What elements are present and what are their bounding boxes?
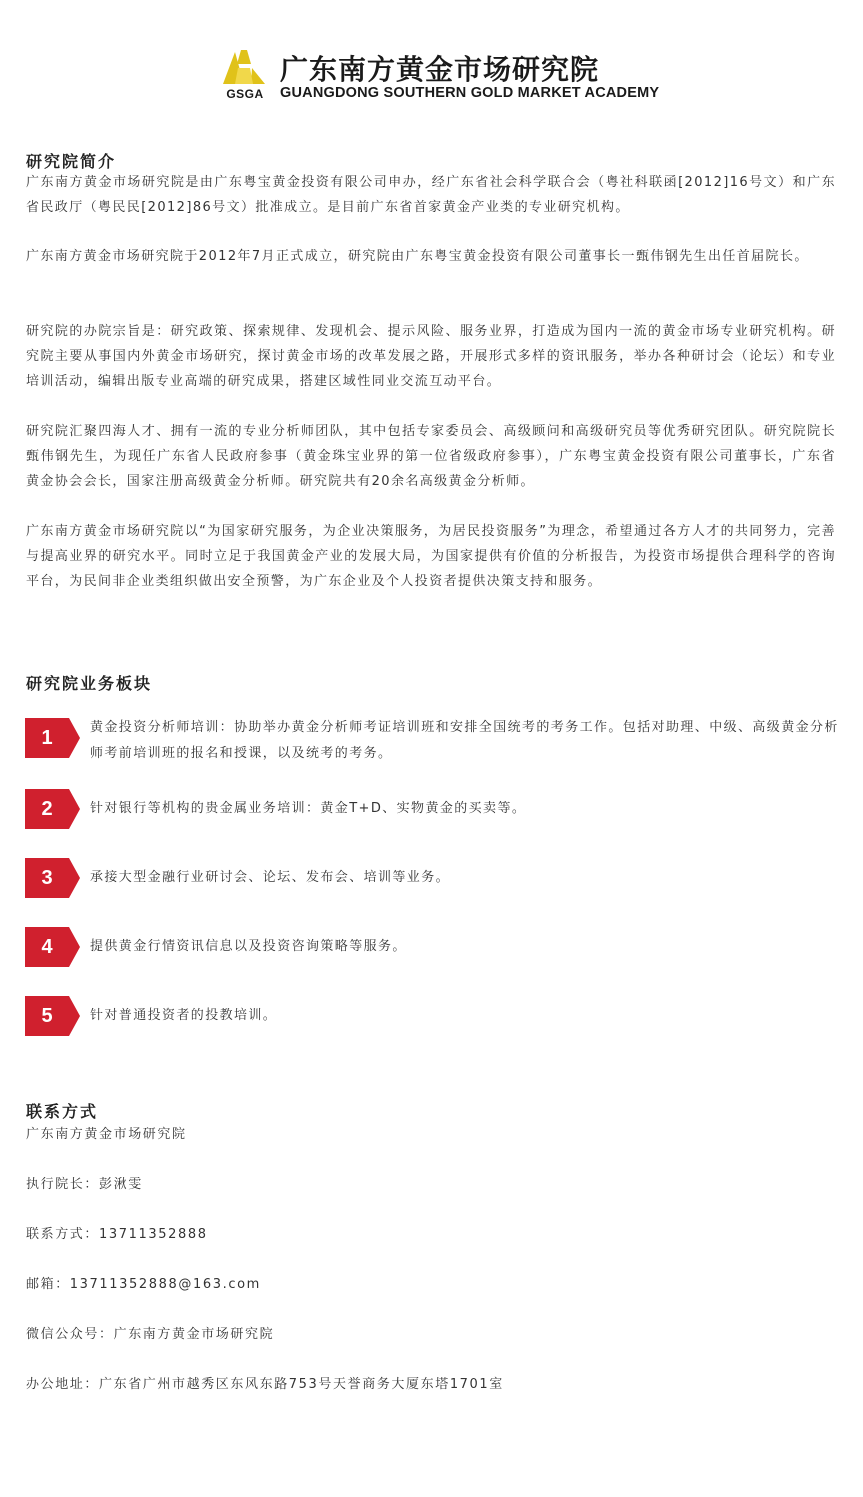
academy-name-en: GUANGDONG SOUTHERN GOLD MARKET ACADEMY (280, 85, 660, 101)
intro-paragraph: 研究院的办院宗旨是：研究政策、探索规律、发现机会、提示风险、服务业界，打造成为国内一流的黄金市场专业研究机构。研究院主要从事国内外黄金市场研究，探讨黄金市场的改革发展之路，开展形式多样的资讯服务，举办各种研讨会（论坛）和专业培训活动，编辑出版专业高端的研究成果，搭建区域性同业交流互动平台。 (26, 324, 836, 389)
business-item-text: 提供黄金行情资讯信息以及投资咨询策略等服务。 (90, 939, 407, 954)
contact-org: 广东南方黄金市场研究院 (26, 1127, 187, 1142)
badge-number: 3 (41, 867, 53, 889)
business-item-text: 针对普通投资者的投教培训。 (90, 1008, 278, 1023)
business-item (25, 927, 840, 969)
business-item (25, 858, 840, 900)
business-title: 研究院业务板块 (26, 674, 153, 693)
badge-number: 1 (41, 727, 53, 749)
badge-number: 5 (41, 1005, 53, 1027)
badge-number: 2 (41, 798, 53, 820)
contact-email: 邮箱：13711352888@163.com (26, 1277, 261, 1292)
number-badge (25, 996, 81, 1036)
intro-paragraph: 广东南方黄金市场研究院于2012年7月正式成立，研究院由广东粤宝黄金投资有限公司董事长一甄伟钢先生出任首届院长。 (26, 249, 809, 264)
business-item (25, 789, 840, 831)
academy-logo-icon (221, 50, 267, 86)
number-badge (25, 858, 81, 898)
intro-paragraph: 广东南方黄金市场研究院是由广东粤宝黄金投资有限公司申办，经广东省社会科学联合会（粤社科联函[2012]16号文）和广东省民政厅（粤民民[2012]86号文）批准成立。是目前广东省首家黄金产业类的专业研究机构。 (26, 175, 836, 215)
business-item-text: 承接大型金融行业研讨会、论坛、发布会、培训等业务。 (90, 870, 451, 885)
academy-name-cn: 广东南方黄金市场研究院 (280, 53, 600, 86)
page-header (0, 44, 863, 114)
intro-paragraph: 研究院汇聚四海人才、拥有一流的专业分析师团队，其中包括专家委员会、高级顾问和高级研究员等优秀研究团队。研究院院长甄伟钢先生，为现任广东省人民政府参事（黄金珠宝业界的第一位省级政府参事），广东粤宝黄金投资有限公司董事长，广东省黄金协会会长，国家注册高级黄金分析师。研究院共有20余名高级黄金分析师。 (26, 424, 836, 489)
contact-address: 办公地址：广东省广州市越秀区东风东路753号天誉商务大厦东塔1701室 (26, 1377, 504, 1392)
business-item (25, 718, 840, 760)
business-item-text: 针对银行等机构的贵金属业务培训：黄金T+D、实物黄金的买卖等。 (90, 801, 527, 816)
number-badge (25, 789, 81, 829)
contact-phone: 联系方式：13711352888 (26, 1227, 208, 1242)
number-badge (25, 718, 81, 758)
business-item (25, 996, 840, 1038)
contact-wechat: 微信公众号：广东南方黄金市场研究院 (26, 1327, 275, 1342)
contact-title: 联系方式 (26, 1102, 99, 1121)
number-badge (25, 927, 81, 967)
intro-paragraph: 广东南方黄金市场研究院以“为国家研究服务，为企业决策服务，为居民投资服务”为理念，希望通过各方人才的共同努力，完善与提高业界的研究水平。同时立足于我国黄金产业的发展大局，为国家提供有价值的分析报告，为投资市场提供合理科学的咨询平台，为民间非企业类组织做出安全预警，为广东企业及个人投资者提供决策支持和服务。 (26, 524, 836, 589)
badge-number: 4 (41, 936, 53, 958)
business-item-text: 黄金投资分析师培训：协助举办黄金分析师考证培训班和安排全国统考的考务工作。包括对助理、中级、高级黄金分析师考前培训班的报名和授课，以及统考的考务。 (90, 720, 839, 761)
intro-title: 研究院简介 (26, 152, 117, 171)
logo-abbreviation: GSGA (226, 87, 264, 101)
contact-director: 执行院长：彭湫雯 (26, 1177, 143, 1192)
